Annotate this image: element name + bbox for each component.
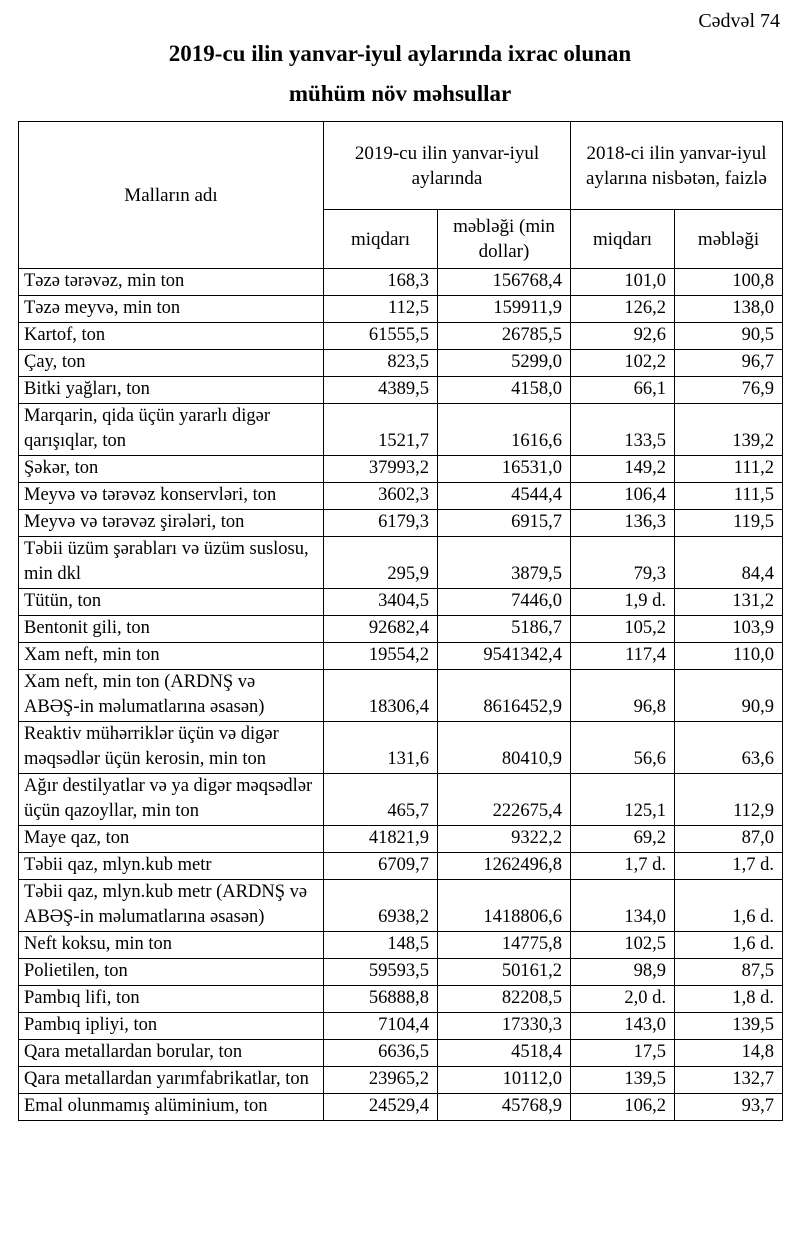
amount-index-cell: 110,0 [675,643,783,670]
amount-2019-cell: 82208,5 [438,986,571,1013]
quantity-index-cell: 117,4 [571,643,675,670]
quantity-2019-cell: 168,3 [324,269,438,296]
amount-2019-cell: 4518,4 [438,1040,571,1067]
amount-2019-cell: 222675,4 [438,774,571,826]
table-row [19,456,783,483]
product-name-cell: Təzə meyvə, min ton [19,296,324,323]
amount-2019-cell: 159911,9 [438,296,571,323]
product-name-cell: Təzə tərəvəz, min ton [19,269,324,296]
table-row [19,1040,783,1067]
export-products-table [18,121,783,1121]
table-row [19,510,783,537]
amount-2019-cell: 7446,0 [438,589,571,616]
table-number-label: Cədvəl 74 [698,10,780,32]
quantity-index-cell: 66,1 [571,377,675,404]
table-row [19,404,783,456]
product-name-cell: Meyvə və tərəvəz şirələri, ton [19,510,324,537]
amount-2019-cell: 9541342,4 [438,643,571,670]
quantity-2019-cell: 59593,5 [324,959,438,986]
amount-index-cell: 103,9 [675,616,783,643]
quantity-index-cell: 101,0 [571,269,675,296]
quantity-2019-cell: 295,9 [324,537,438,589]
product-name-cell: Xam neft, min ton [19,643,324,670]
amount-2019-cell: 156768,4 [438,269,571,296]
quantity-2019-cell: 112,5 [324,296,438,323]
amount-index-cell: 100,8 [675,269,783,296]
quantity-2019-cell: 6938,2 [324,880,438,932]
page-title-line-1: 2019-cu ilin yanvar-iyul aylarında ixrac olunan [168,41,632,66]
table-row [19,959,783,986]
quantity-2019-cell: 6709,7 [324,853,438,880]
quantity-index-cell: 17,5 [571,1040,675,1067]
quantity-index-cell: 2,0 d. [571,986,675,1013]
quantity-2019-cell: 3602,3 [324,483,438,510]
quantity-index-cell: 106,4 [571,483,675,510]
quantity-index-cell: 102,5 [571,932,675,959]
quantity-index-cell: 79,3 [571,537,675,589]
amount-2019-cell: 4158,0 [438,377,571,404]
amount-index-cell: 111,5 [675,483,783,510]
quantity-index-cell: 102,2 [571,350,675,377]
quantity-index-cell: 98,9 [571,959,675,986]
quantity-2019-cell: 1521,7 [324,404,438,456]
product-name-cell: Şəkər, ton [19,456,324,483]
quantity-2019-cell: 23965,2 [324,1067,438,1094]
amount-2019-cell: 1616,6 [438,404,571,456]
header-products-column: Malların adı [19,122,324,269]
product-name-cell: Təbii qaz, mlyn.kub metr [19,853,324,880]
quantity-index-cell: 92,6 [571,323,675,350]
quantity-2019-cell: 3404,5 [324,589,438,616]
product-name-cell: Neft koksu, min ton [19,932,324,959]
product-name-cell: Kartof, ton [19,323,324,350]
product-name-cell: Pambıq ipliyi, ton [19,1013,324,1040]
amount-index-cell: 111,2 [675,456,783,483]
table-row [19,853,783,880]
amount-2019-cell: 5299,0 [438,350,571,377]
table-row [19,323,783,350]
quantity-2019-cell: 6636,5 [324,1040,438,1067]
amount-index-cell: 93,7 [675,1094,783,1121]
amount-index-cell: 90,9 [675,670,783,722]
table-header [19,122,783,269]
table-row [19,269,783,296]
table-row [19,296,783,323]
amount-2019-cell: 1262496,8 [438,853,571,880]
amount-index-cell: 1,6 d. [675,880,783,932]
quantity-index-cell: 143,0 [571,1013,675,1040]
product-name-cell: Marqarin, qida üçün yararlı digər qarışıqlar, ton [19,404,324,456]
header-amount-2018: məbləği [675,210,783,269]
amount-index-cell: 87,0 [675,826,783,853]
quantity-2019-cell: 24529,4 [324,1094,438,1121]
table-row [19,722,783,774]
amount-2019-cell: 80410,9 [438,722,571,774]
amount-index-cell: 76,9 [675,377,783,404]
quantity-2019-cell: 6179,3 [324,510,438,537]
table-row [19,880,783,932]
product-name-cell: Təbii üzüm şərabları və üzüm suslosu, min dkl [19,537,324,589]
quantity-index-cell: 56,6 [571,722,675,774]
table-row [19,826,783,853]
product-name-cell: Bentonit gili, ton [19,616,324,643]
amount-index-cell: 139,5 [675,1013,783,1040]
quantity-index-cell: 105,2 [571,616,675,643]
product-name-cell: Təbii qaz, mlyn.kub metr (ARDNŞ və ABƏŞ-in məlumatlarına əsasən) [19,880,324,932]
quantity-2019-cell: 148,5 [324,932,438,959]
quantity-index-cell: 96,8 [571,670,675,722]
table-row [19,1067,783,1094]
amount-2019-cell: 26785,5 [438,323,571,350]
amount-index-cell: 131,2 [675,589,783,616]
table-row [19,483,783,510]
amount-index-cell: 138,0 [675,296,783,323]
table-row [19,1094,783,1121]
amount-index-cell: 90,5 [675,323,783,350]
product-name-cell: Ağır destilyatlar və ya digər məqsədlər üçün qazoyllar, min ton [19,774,324,826]
quantity-2019-cell: 7104,4 [324,1013,438,1040]
product-name-cell: Emal olunmamış alüminium, ton [19,1094,324,1121]
amount-index-cell: 87,5 [675,959,783,986]
quantity-index-cell: 136,3 [571,510,675,537]
quantity-index-cell: 134,0 [571,880,675,932]
amount-index-cell: 63,6 [675,722,783,774]
header-group-2018-percent: 2018-ci ilin yanvar-iyul aylarına nisbətən, faizlə [571,122,783,210]
header-quantity-2018: miqdarı [571,210,675,269]
quantity-index-cell: 149,2 [571,456,675,483]
amount-2019-cell: 8616452,9 [438,670,571,722]
header-group-2019: 2019-cu ilin yanvar-iyul aylarında [324,122,571,210]
amount-index-cell: 112,9 [675,774,783,826]
quantity-2019-cell: 465,7 [324,774,438,826]
table-row [19,932,783,959]
amount-index-cell: 1,7 d. [675,853,783,880]
quantity-index-cell: 133,5 [571,404,675,456]
quantity-index-cell: 139,5 [571,1067,675,1094]
amount-index-cell: 96,7 [675,350,783,377]
table-body [19,269,783,1121]
header-quantity-2019: miqdarı [324,210,438,269]
page-title-line-2: mühüm növ məhsullar [288,81,512,106]
table-row [19,589,783,616]
amount-index-cell: 1,6 d. [675,932,783,959]
quantity-2019-cell: 19554,2 [324,643,438,670]
table-row [19,350,783,377]
table-row [19,986,783,1013]
table-row [19,643,783,670]
quantity-2019-cell: 823,5 [324,350,438,377]
amount-2019-cell: 1418806,6 [438,880,571,932]
amount-index-cell: 14,8 [675,1040,783,1067]
quantity-2019-cell: 56888,8 [324,986,438,1013]
quantity-index-cell: 1,7 d. [571,853,675,880]
product-name-cell: Pambıq lifi, ton [19,986,324,1013]
product-name-cell: Qara metallardan borular, ton [19,1040,324,1067]
amount-2019-cell: 5186,7 [438,616,571,643]
amount-2019-cell: 9322,2 [438,826,571,853]
quantity-index-cell: 125,1 [571,774,675,826]
amount-2019-cell: 4544,4 [438,483,571,510]
amount-2019-cell: 3879,5 [438,537,571,589]
amount-index-cell: 84,4 [675,537,783,589]
quantity-2019-cell: 61555,5 [324,323,438,350]
amount-index-cell: 1,8 d. [675,986,783,1013]
product-name-cell: Qara metallardan yarımfabrikatlar, ton [19,1067,324,1094]
amount-2019-cell: 45768,9 [438,1094,571,1121]
product-name-cell: Çay, ton [19,350,324,377]
quantity-2019-cell: 4389,5 [324,377,438,404]
amount-2019-cell: 10112,0 [438,1067,571,1094]
product-name-cell: Tütün, ton [19,589,324,616]
table-row [19,1013,783,1040]
product-name-cell: Xam neft, min ton (ARDNŞ və ABƏŞ-in məlumatlarına əsasən) [19,670,324,722]
table-row [19,670,783,722]
amount-2019-cell: 17330,3 [438,1013,571,1040]
quantity-index-cell: 1,9 d. [571,589,675,616]
quantity-2019-cell: 41821,9 [324,826,438,853]
table-row [19,377,783,404]
quantity-2019-cell: 92682,4 [324,616,438,643]
table-row [19,616,783,643]
product-name-cell: Bitki yağları, ton [19,377,324,404]
amount-index-cell: 119,5 [675,510,783,537]
table-row [19,537,783,589]
amount-index-cell: 139,2 [675,404,783,456]
page-title [18,34,782,114]
table-row [19,774,783,826]
product-name-cell: Meyvə və tərəvəz konservləri, ton [19,483,324,510]
quantity-index-cell: 106,2 [571,1094,675,1121]
product-name-cell: Polietilen, ton [19,959,324,986]
amount-2019-cell: 50161,2 [438,959,571,986]
amount-2019-cell: 16531,0 [438,456,571,483]
header-group-row [19,122,783,210]
product-name-cell: Maye qaz, ton [19,826,324,853]
quantity-index-cell: 126,2 [571,296,675,323]
amount-2019-cell: 14775,8 [438,932,571,959]
quantity-2019-cell: 37993,2 [324,456,438,483]
amount-2019-cell: 6915,7 [438,510,571,537]
product-name-cell: Reaktiv mühərriklər üçün və digər məqsədlər üçün kerosin, min ton [19,722,324,774]
quantity-index-cell: 69,2 [571,826,675,853]
quantity-2019-cell: 18306,4 [324,670,438,722]
amount-index-cell: 132,7 [675,1067,783,1094]
header-amount-2019: məbləği (min dollar) [438,210,571,269]
quantity-2019-cell: 131,6 [324,722,438,774]
